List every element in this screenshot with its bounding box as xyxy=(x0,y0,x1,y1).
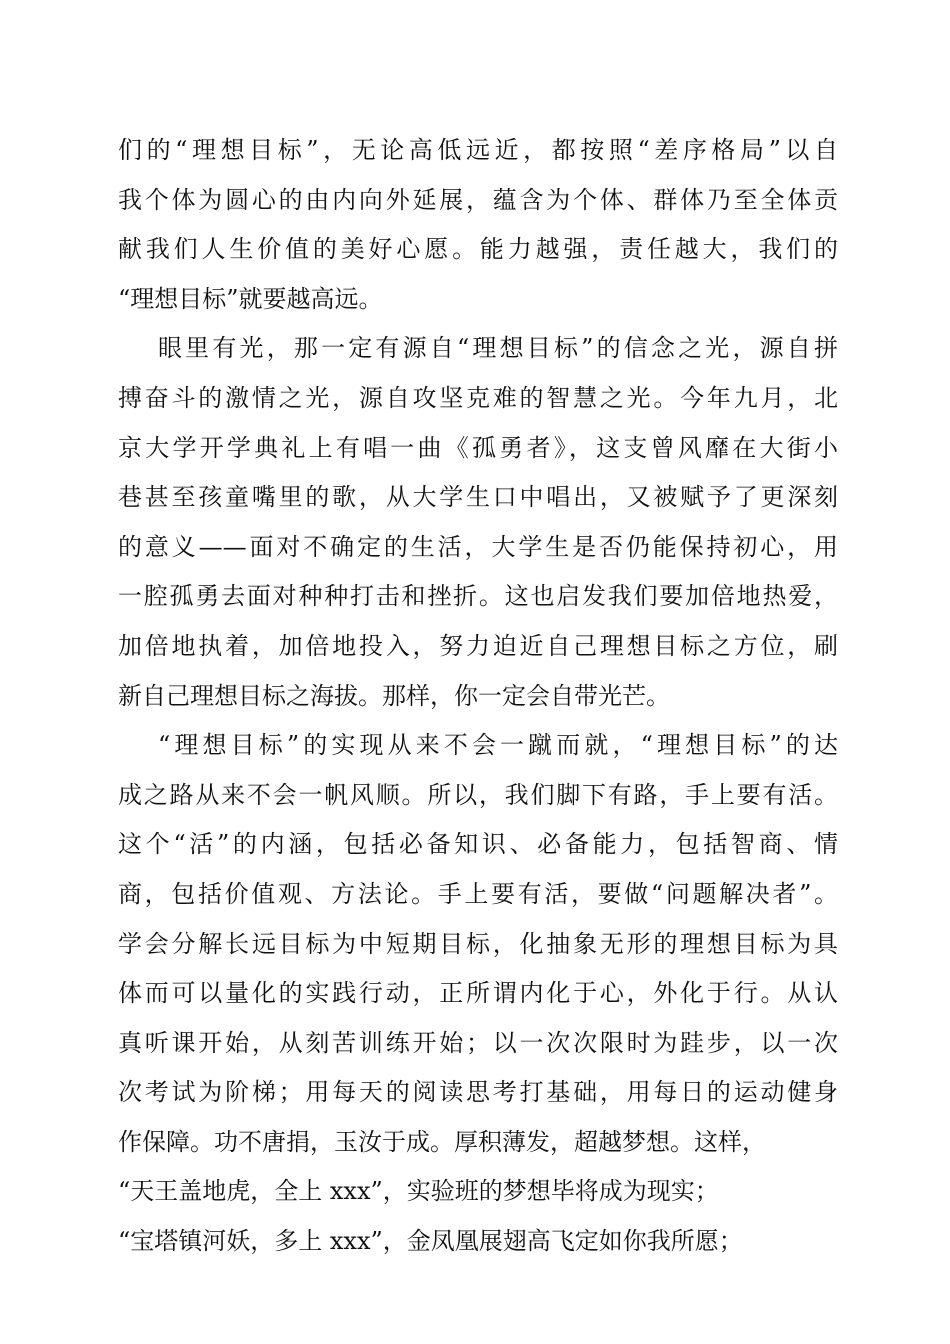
text-line: 们的“理想目标”，无论高低远近，都按照“差序格局”以自 xyxy=(118,136,838,164)
text-line: 加倍地执着，加倍地投入，努力迫近自己理想目标之方位，刷 xyxy=(118,631,838,660)
text-line: 学会分解长远目标为中短期目标，化抽象无形的理想目标为具 xyxy=(118,929,838,958)
text-line: 新自己理想目标之海拔。那样，你一定会自带光芒。 xyxy=(118,681,670,710)
text-line: “天王盖地虎，全上 xxx”，实验班的梦想毕将成为现实； xyxy=(118,1177,719,1206)
text-line: 巷甚至孩童嘴里的歌，从大学生口中唱出，又被赋予了更深刻 xyxy=(118,483,838,512)
text-line: 这个“活”的内涵，包括必备知识、必备能力，包括智商、情 xyxy=(118,830,838,859)
text-line: 次考试为阶梯；用每天的阅读思考打基础，用每日的运动健身 xyxy=(118,1078,838,1107)
text-line: 搏奋斗的激情之光，源自攻坚克难的智慧之光。今年九月，北 xyxy=(118,383,838,412)
text-line: “理想目标”就要越高远。 xyxy=(118,284,383,313)
text-line: 京大学开学典礼上有唱一曲《孤勇者》，这支曾风靡在大街小 xyxy=(118,433,838,462)
text-line: 体而可以量化的实践行动，正所谓内化于心，外化于行。从认 xyxy=(118,979,838,1008)
text-line: 成之路从来不会一帆风顺。所以，我们脚下有路，手上要有活。 xyxy=(118,780,838,809)
document-body xyxy=(118,126,838,1267)
text-line: 眼里有光，那一定有源自“理想目标”的信念之光，源自拼 xyxy=(158,334,838,363)
text-line: 一腔孤勇去面对种种打击和挫折。这也启发我们要加倍地热爱， xyxy=(118,582,838,611)
text-line: 作保障。功不唐捐，玉汝于成。厚积薄发，超越梦想。这样， xyxy=(118,1127,766,1156)
text-line: 真听课开始，从刻苦训练开始；以一次次限时为跬步，以一次 xyxy=(118,1028,838,1057)
text-line: “理想目标”的实现从来不会一蹴而就，“理想目标”的达 xyxy=(158,731,838,760)
text-line: 商，包括价值观、方法论。手上要有活，要做“问题解决者”。 xyxy=(118,879,838,908)
text-line: “宝塔镇河妖，多上 xxx”，金凤凰展翅高飞定如你我所愿； xyxy=(118,1227,743,1256)
text-line: 献我们人生价值的美好心愿。能力越强，责任越大，我们的 xyxy=(118,235,838,264)
text-line: 的意义——面对不确定的生活，大学生是否仍能保持初心，用 xyxy=(118,532,838,561)
text-line: 我个体为圆心的由内向外延展，蕴含为个体、群体乃至全体贡 xyxy=(118,185,838,214)
